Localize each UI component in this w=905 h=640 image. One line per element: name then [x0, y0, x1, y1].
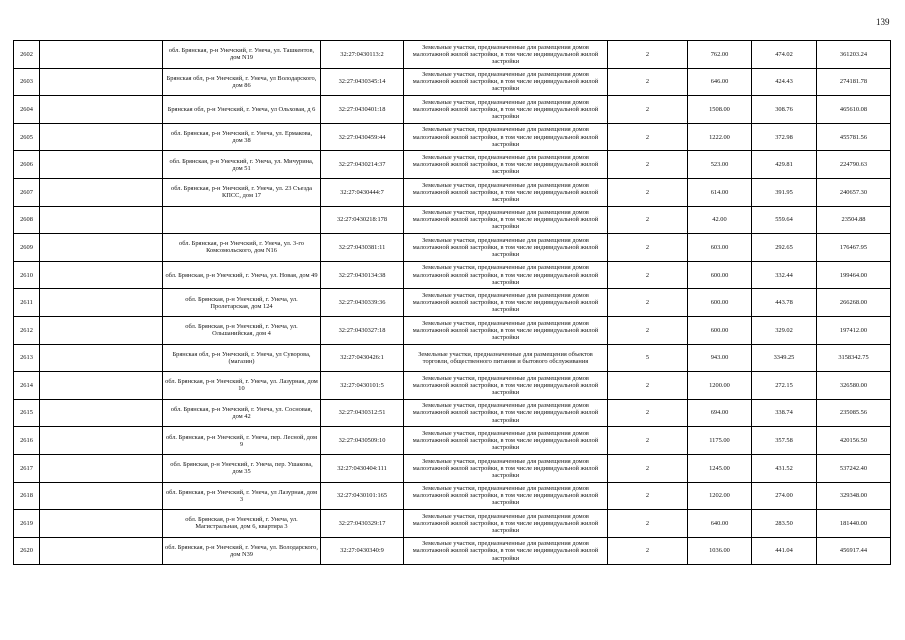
empty-cell — [40, 289, 163, 317]
specific-value-cell: 329.02 — [752, 316, 817, 344]
use-group-cell: 2 — [608, 234, 688, 262]
use-group-cell: 2 — [608, 482, 688, 510]
specific-value-cell: 3349.25 — [752, 344, 817, 372]
use-group-cell: 2 — [608, 399, 688, 427]
land-use-cell: Земельные участки, предназначенные для размещения домов малоэтажной жилой застройки, в том числе индивидуальной жилой застройки — [404, 68, 608, 96]
row-number-cell: 2606 — [14, 151, 40, 179]
table-row — [14, 123, 891, 151]
cadastral-value-table — [13, 40, 891, 565]
use-group-cell: 2 — [608, 178, 688, 206]
row-number-cell: 2605 — [14, 123, 40, 151]
cadastral-value-cell: 3158342.75 — [817, 344, 891, 372]
cadastral-number-cell: 32:27:0430340:9 — [321, 537, 404, 565]
cadastral-value-cell: 266268.00 — [817, 289, 891, 317]
use-group-cell: 2 — [608, 151, 688, 179]
address-cell: обл. Брянская, р-н Унечский, г. Унеча, ул. Лазурная, дом 10 — [163, 372, 321, 400]
address-cell: обл. Брянская, р-н Унечский, г. Унеча, ул. Мичурина, дом 51 — [163, 151, 321, 179]
area-cell: 600.00 — [688, 261, 752, 289]
use-group-cell: 2 — [608, 372, 688, 400]
land-use-cell: Земельные участки, предназначенные для размещения домов малоэтажной жилой застройки, в том числе индивидуальной жилой застройки — [404, 96, 608, 124]
cadastral-number-cell: 32:27:0430218:178 — [321, 206, 404, 234]
cadastral-number-cell: 32:27:0430329:17 — [321, 510, 404, 538]
area-cell: 1508.00 — [688, 96, 752, 124]
area-cell: 694.00 — [688, 399, 752, 427]
row-number-cell: 2618 — [14, 482, 40, 510]
cadastral-value-cell: 274181.78 — [817, 68, 891, 96]
table-row — [14, 316, 891, 344]
row-number-cell: 2616 — [14, 427, 40, 455]
row-number-cell: 2620 — [14, 537, 40, 565]
land-use-cell: Земельные участки, предназначенные для размещения домов малоэтажной жилой застройки, в том числе индивидуальной жилой застройки — [404, 482, 608, 510]
cadastral-number-cell: 32:27:0430101:165 — [321, 482, 404, 510]
specific-value-cell: 308.76 — [752, 96, 817, 124]
address-cell: обл. Брянская, р-н Унечский, г. Унеча, ул. Ташкентов, дом N19 — [163, 41, 321, 69]
specific-value-cell: 274.00 — [752, 482, 817, 510]
land-use-cell: Земельные участки, предназначенные для размещения домов малоэтажной жилой застройки, в том числе индивидуальной жилой застройки — [404, 454, 608, 482]
table-row — [14, 372, 891, 400]
cadastral-number-cell: 32:27:0430327:18 — [321, 316, 404, 344]
table-row — [14, 537, 891, 565]
empty-cell — [40, 427, 163, 455]
cadastral-value-cell: 199464.00 — [817, 261, 891, 289]
cadastral-value-cell: 23504.88 — [817, 206, 891, 234]
table-row — [14, 289, 891, 317]
specific-value-cell: 372.98 — [752, 123, 817, 151]
cadastral-value-cell: 537242.40 — [817, 454, 891, 482]
empty-cell — [40, 41, 163, 69]
use-group-cell: 2 — [608, 206, 688, 234]
area-cell: 1202.00 — [688, 482, 752, 510]
land-use-cell: Земельные участки, предназначенные для размещения домов малоэтажной жилой застройки, в том числе индивидуальной жилой застройки — [404, 510, 608, 538]
area-cell: 603.00 — [688, 234, 752, 262]
land-use-cell: Земельные участки, предназначенные для размещения объектов торговли, общественного питания и бытового обслуживания — [404, 344, 608, 372]
table-row — [14, 96, 891, 124]
row-number-cell: 2613 — [14, 344, 40, 372]
specific-value-cell: 441.04 — [752, 537, 817, 565]
empty-cell — [40, 151, 163, 179]
land-use-cell: Земельные участки, предназначенные для размещения домов малоэтажной жилой застройки, в том числе индивидуальной жилой застройки — [404, 372, 608, 400]
address-cell: обл. Брянская, р-н Унечский, г. Унеча, ул. 23 Съезда КПСС, дом 17 — [163, 178, 321, 206]
row-number-cell: 2617 — [14, 454, 40, 482]
cadastral-value-cell: 197412.00 — [817, 316, 891, 344]
address-cell: Брянская обл, р-н Унечский, г. Унеча, ул Володарского, дом 86 — [163, 68, 321, 96]
use-group-cell: 2 — [608, 41, 688, 69]
specific-value-cell: 443.78 — [752, 289, 817, 317]
specific-value-cell: 431.52 — [752, 454, 817, 482]
cadastral-number-cell: 32:27:0430444:7 — [321, 178, 404, 206]
land-use-cell: Земельные участки, предназначенные для размещения домов малоэтажной жилой застройки, в том числе индивидуальной жилой застройки — [404, 261, 608, 289]
area-cell: 600.00 — [688, 316, 752, 344]
cadastral-value-cell: 455781.56 — [817, 123, 891, 151]
empty-cell — [40, 68, 163, 96]
cadastral-number-cell: 32:27:0430509:10 — [321, 427, 404, 455]
row-number-cell: 2619 — [14, 510, 40, 538]
table-row — [14, 178, 891, 206]
land-use-cell: Земельные участки, предназначенные для размещения домов малоэтажной жилой застройки, в том числе индивидуальной жилой застройки — [404, 537, 608, 565]
table-row — [14, 68, 891, 96]
area-cell: 762.00 — [688, 41, 752, 69]
empty-cell — [40, 537, 163, 565]
address-cell: обл. Брянская, р-н Унечский, г. Унеча, ул. 3-го Комсомольского, дом N16 — [163, 234, 321, 262]
specific-value-cell: 332.44 — [752, 261, 817, 289]
cadastral-value-cell: 420156.50 — [817, 427, 891, 455]
use-group-cell: 2 — [608, 537, 688, 565]
empty-cell — [40, 123, 163, 151]
cadastral-number-cell: 32:27:0430345:14 — [321, 68, 404, 96]
empty-cell — [40, 482, 163, 510]
land-use-cell: Земельные участки, предназначенные для размещения домов малоэтажной жилой застройки, в том числе индивидуальной жилой застройки — [404, 123, 608, 151]
row-number-cell: 2611 — [14, 289, 40, 317]
cadastral-number-cell: 32:27:0430459:44 — [321, 123, 404, 151]
empty-cell — [40, 372, 163, 400]
row-number-cell: 2602 — [14, 41, 40, 69]
address-cell: Брянская обл, р-н Унечский, г. Унеча, ул Суворова, (магазин) — [163, 344, 321, 372]
specific-value-cell: 424.43 — [752, 68, 817, 96]
row-number-cell: 2610 — [14, 261, 40, 289]
area-cell: 614.00 — [688, 178, 752, 206]
address-cell: обл. Брянская, р-н Унечский, г. Унеча, ул. Ермакова, дом 38 — [163, 123, 321, 151]
use-group-cell: 2 — [608, 68, 688, 96]
cadastral-value-cell: 361203.24 — [817, 41, 891, 69]
empty-cell — [40, 206, 163, 234]
cadastral-value-cell: 235085.56 — [817, 399, 891, 427]
address-cell — [163, 206, 321, 234]
row-number-cell: 2614 — [14, 372, 40, 400]
table-row — [14, 206, 891, 234]
land-use-cell: Земельные участки, предназначенные для размещения домов малоэтажной жилой застройки, в том числе индивидуальной жилой застройки — [404, 178, 608, 206]
area-cell: 523.00 — [688, 151, 752, 179]
land-use-cell: Земельные участки, предназначенные для размещения домов малоэтажной жилой застройки, в том числе индивидуальной жилой застройки — [404, 234, 608, 262]
row-number-cell: 2607 — [14, 178, 40, 206]
cadastral-value-cell: 224790.63 — [817, 151, 891, 179]
table-row — [14, 510, 891, 538]
cadastral-number-cell: 32:27:0430426:1 — [321, 344, 404, 372]
area-cell: 1175.00 — [688, 427, 752, 455]
specific-value-cell: 283.50 — [752, 510, 817, 538]
row-number-cell: 2615 — [14, 399, 40, 427]
empty-cell — [40, 344, 163, 372]
cadastral-value-cell: 240657.30 — [817, 178, 891, 206]
row-number-cell: 2609 — [14, 234, 40, 262]
table-row — [14, 427, 891, 455]
cadastral-number-cell: 32:27:0430401:18 — [321, 96, 404, 124]
area-cell: 943.00 — [688, 344, 752, 372]
area-cell: 600.00 — [688, 289, 752, 317]
cadastral-value-cell: 326580.00 — [817, 372, 891, 400]
land-use-cell: Земельные участки, предназначенные для размещения домов малоэтажной жилой застройки, в том числе индивидуальной жилой застройки — [404, 316, 608, 344]
page-number: 139 — [876, 17, 890, 27]
address-cell: обл. Брянская, р-н Унечский, г. Унеча, ул. Пролетарская, дом 124 — [163, 289, 321, 317]
use-group-cell: 2 — [608, 427, 688, 455]
area-cell: 1200.00 — [688, 372, 752, 400]
cadastral-number-cell: 32:27:0430134:38 — [321, 261, 404, 289]
use-group-cell: 2 — [608, 510, 688, 538]
row-number-cell: 2612 — [14, 316, 40, 344]
empty-cell — [40, 234, 163, 262]
address-cell: обл. Брянская, р-н Унечский, г. Унеча, пер. Ушакова, дом 35 — [163, 454, 321, 482]
address-cell: обл. Брянская, р-н Унечский, г. Унеча, ул. Магистральная, дом 6, квартира 3 — [163, 510, 321, 538]
cadastral-number-cell: 32:27:0430312:51 — [321, 399, 404, 427]
empty-cell — [40, 178, 163, 206]
empty-cell — [40, 316, 163, 344]
land-use-cell: Земельные участки, предназначенные для размещения домов малоэтажной жилой застройки, в том числе индивидуальной жилой застройки — [404, 289, 608, 317]
row-number-cell: 2608 — [14, 206, 40, 234]
specific-value-cell: 429.81 — [752, 151, 817, 179]
use-group-cell: 5 — [608, 344, 688, 372]
address-cell: Брянская обл, р-н Унечский, г. Унеча, ул Ольховая, д 6 — [163, 96, 321, 124]
address-cell: обл. Брянская, р-н Унечский, г. Унеча, ул. Володарского, дом N39 — [163, 537, 321, 565]
cadastral-value-cell: 465610.08 — [817, 96, 891, 124]
land-use-cell: Земельные участки, предназначенные для размещения домов малоэтажной жилой застройки, в том числе индивидуальной жилой застройки — [404, 399, 608, 427]
specific-value-cell: 338.74 — [752, 399, 817, 427]
cadastral-value-cell: 456917.44 — [817, 537, 891, 565]
cadastral-value-cell: 181440.00 — [817, 510, 891, 538]
table-row — [14, 482, 891, 510]
cadastral-number-cell: 32:27:0430404:111 — [321, 454, 404, 482]
use-group-cell: 2 — [608, 454, 688, 482]
use-group-cell: 2 — [608, 96, 688, 124]
specific-value-cell: 292.65 — [752, 234, 817, 262]
area-cell: 1036.00 — [688, 537, 752, 565]
area-cell: 1222.00 — [688, 123, 752, 151]
area-cell: 1245.00 — [688, 454, 752, 482]
specific-value-cell: 559.64 — [752, 206, 817, 234]
specific-value-cell: 391.95 — [752, 178, 817, 206]
address-cell: обл. Брянская, р-н Унечский, г. Унеча, ул. Новая, дом 49 — [163, 261, 321, 289]
specific-value-cell: 272.15 — [752, 372, 817, 400]
cadastral-number-cell: 32:27:0430113:2 — [321, 41, 404, 69]
cadastral-number-cell: 32:27:0430339:36 — [321, 289, 404, 317]
use-group-cell: 2 — [608, 123, 688, 151]
empty-cell — [40, 261, 163, 289]
cadastral-number-cell: 32:27:0430214:37 — [321, 151, 404, 179]
address-cell: обл. Брянская, р-н Унечский, г. Унеча, ул. Сосновая, дом 42 — [163, 399, 321, 427]
use-group-cell: 2 — [608, 289, 688, 317]
table-row — [14, 234, 891, 262]
land-use-cell: Земельные участки, предназначенные для размещения домов малоэтажной жилой застройки, в том числе индивидуальной жилой застройки — [404, 41, 608, 69]
table-row — [14, 41, 891, 69]
table-row — [14, 151, 891, 179]
specific-value-cell: 474.02 — [752, 41, 817, 69]
land-use-cell: Земельные участки, предназначенные для размещения домов малоэтажной жилой застройки, в том числе индивидуальной жилой застройки — [404, 427, 608, 455]
empty-cell — [40, 510, 163, 538]
cadastral-value-cell: 329348.00 — [817, 482, 891, 510]
area-cell: 640.00 — [688, 510, 752, 538]
use-group-cell: 2 — [608, 261, 688, 289]
area-cell: 42.00 — [688, 206, 752, 234]
address-cell: обл. Брянская, р-н Унечский, г. Унеча, ул Лазурная, дом 3 — [163, 482, 321, 510]
cadastral-value-cell: 176467.95 — [817, 234, 891, 262]
use-group-cell: 2 — [608, 316, 688, 344]
cadastral-number-cell: 32:27:0430101:5 — [321, 372, 404, 400]
empty-cell — [40, 399, 163, 427]
land-use-cell: Земельные участки, предназначенные для размещения домов малоэтажной жилой застройки, в том числе индивидуальной жилой застройки — [404, 151, 608, 179]
empty-cell — [40, 96, 163, 124]
row-number-cell: 2603 — [14, 68, 40, 96]
empty-cell — [40, 454, 163, 482]
row-number-cell: 2604 — [14, 96, 40, 124]
table-row — [14, 344, 891, 372]
table-row — [14, 454, 891, 482]
address-cell: обл. Брянская, р-н Унечский, г. Унеча, пер. Лесной, дом 9 — [163, 427, 321, 455]
specific-value-cell: 357.58 — [752, 427, 817, 455]
cadastral-number-cell: 32:27:0430381:11 — [321, 234, 404, 262]
table-row — [14, 399, 891, 427]
table-row — [14, 261, 891, 289]
land-use-cell: Земельные участки, предназначенные для размещения домов малоэтажной жилой застройки, в том числе индивидуальной жилой застройки — [404, 206, 608, 234]
area-cell: 646.00 — [688, 68, 752, 96]
address-cell: обл. Брянская, р-н Унечский, г. Унеча, ул. Ольшанийская, дом 4 — [163, 316, 321, 344]
